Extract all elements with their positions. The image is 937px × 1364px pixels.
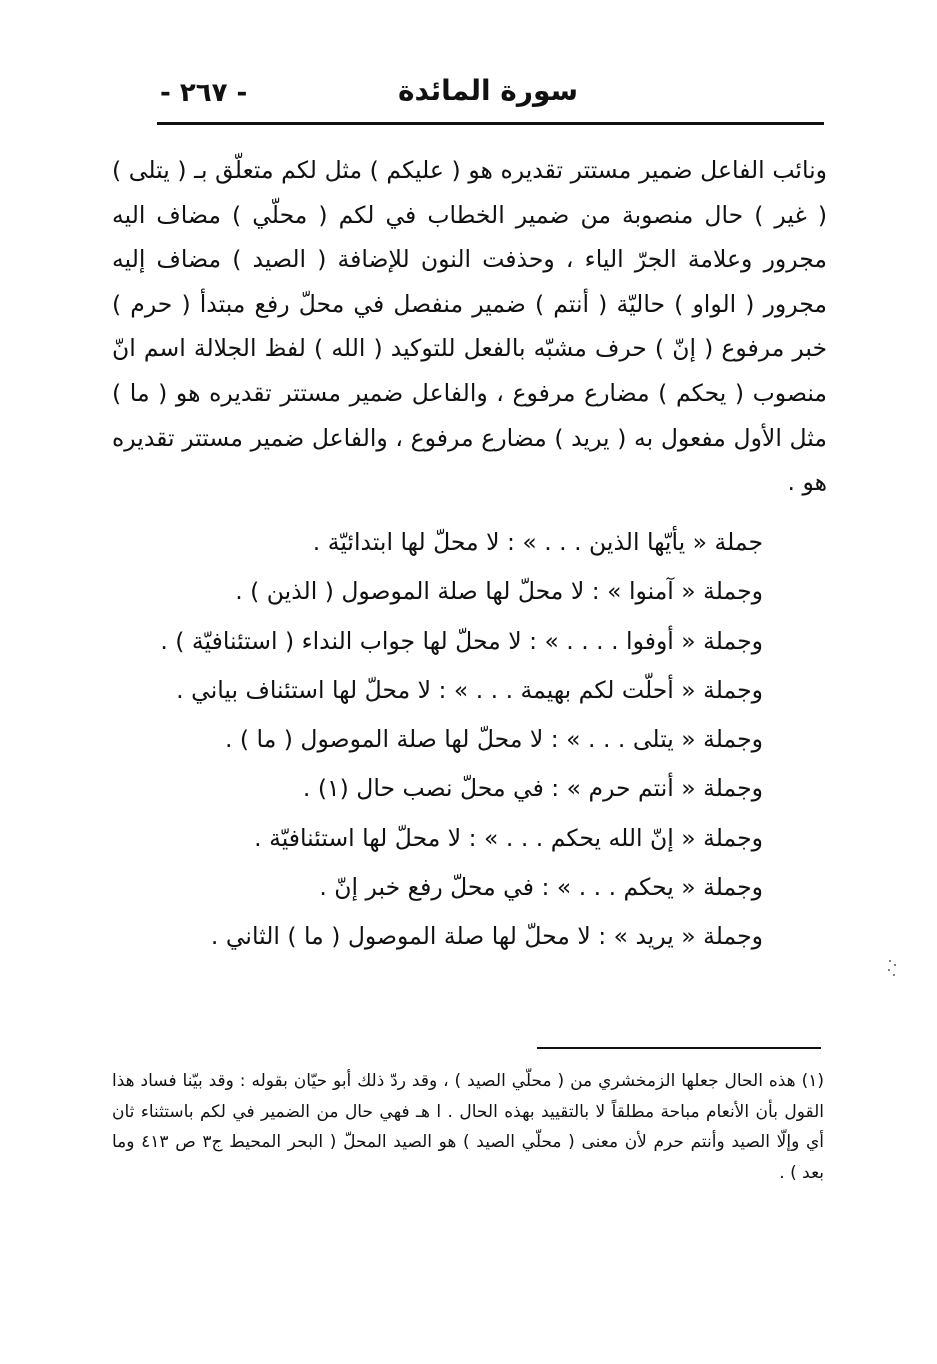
- header-rule: [157, 122, 824, 125]
- surah-title: سورة المائدة: [397, 74, 579, 107]
- sentence-line: جملة « يأيّها الذين . . . » : لا محلّ لها ابتدائيّة .: [312, 528, 763, 556]
- grammar-paragraph: [112, 148, 827, 505]
- page-header: [150, 72, 826, 116]
- footnote: [112, 1066, 824, 1188]
- page-number: - ٢٦٧ -: [160, 78, 248, 108]
- sentence-line: وجملة « أوفوا . . . . » : لا محلّ لها جواب النداء ( استئنافيّة ) .: [160, 626, 763, 655]
- sentence-line: وجملة « يحكم . . . » : في محلّ رفع خبر إنّ .: [319, 873, 763, 902]
- sentence-line: وجملة « أحلّت لكم بهيمة . . . » : لا محلّ لها استئناف بياني .: [176, 675, 763, 704]
- sentence-line: وجملة « يريد » : لا محلّ لها صلة الموصول ( ما ) الثاني .: [210, 922, 763, 951]
- sentence-line: وجملة « يتلى . . . » : لا محلّ لها صلة الموصول ( ما ) .: [224, 725, 763, 754]
- paragraph-text: ونائب الفاعل ضمير مستتر تقديره هو ( عليكم ) مثل لكم متعلّق بـ ( يتلى ) ( غير ) حال منصوبة من ضمير الخطاب في لكم ( محلّي ) مضاف اليه مجرور وعلامة الجرّ الياء ، وحذفت النون للإضافة ( الصيد ) مضاف إليه مجرور ( الواو ) حاليّة ( أنتم ) ضمير منفصل في محلّ رفع مبتدأ ( حرم ) خبر مرفوع ( إنّ ) حرف مشبّه بالفعل للتوكيد ( الله ) لفظ الجلالة اسم انّ منصوب ( يحكم ) مضارع مرفوع ، والفاعل ضمير مستتر تقديره هو ( ما ) مثل الأول مفعول به ( يريد ) مضارع مرفوع ، والفاعل ضمير مستتر تقديره هو .: [112, 156, 827, 497]
- sentence-line: وجملة « أنتم حرم » : في محلّ نصب حال (١) .: [302, 774, 763, 803]
- sentence-line: وجملة « آمنوا » : لا محلّ لها صلة الموصول ( الذين ) .: [235, 577, 763, 606]
- scan-speck: [885, 958, 899, 980]
- sentence-line: وجملة « إنّ الله يحكم . . . » : لا محلّ لها استئنافيّة .: [254, 823, 763, 852]
- sentence-list: [160, 518, 763, 962]
- footnote-rule: [537, 1047, 821, 1049]
- footnote-text: (١) هذه الحال جعلها الزمخشري من ( محلّي الصيد ) ، وقد ردّ ذلك أبو حيّان بقوله : وقد بيّنا فساد هذا القول بأن الأنعام مباحة مطلقاً لا بالتقييد بهذه الحال . ا هـ فهي حال من الضمير في لكم باستثناء ثان أي وإلّا الصيد وأنتم حرم لأن معنى ( محلّي الصيد ) هو الصيد المحلّ ( البحر المحيط ج٣ ص ٤١٣ وما بعد ) .: [112, 1071, 824, 1183]
